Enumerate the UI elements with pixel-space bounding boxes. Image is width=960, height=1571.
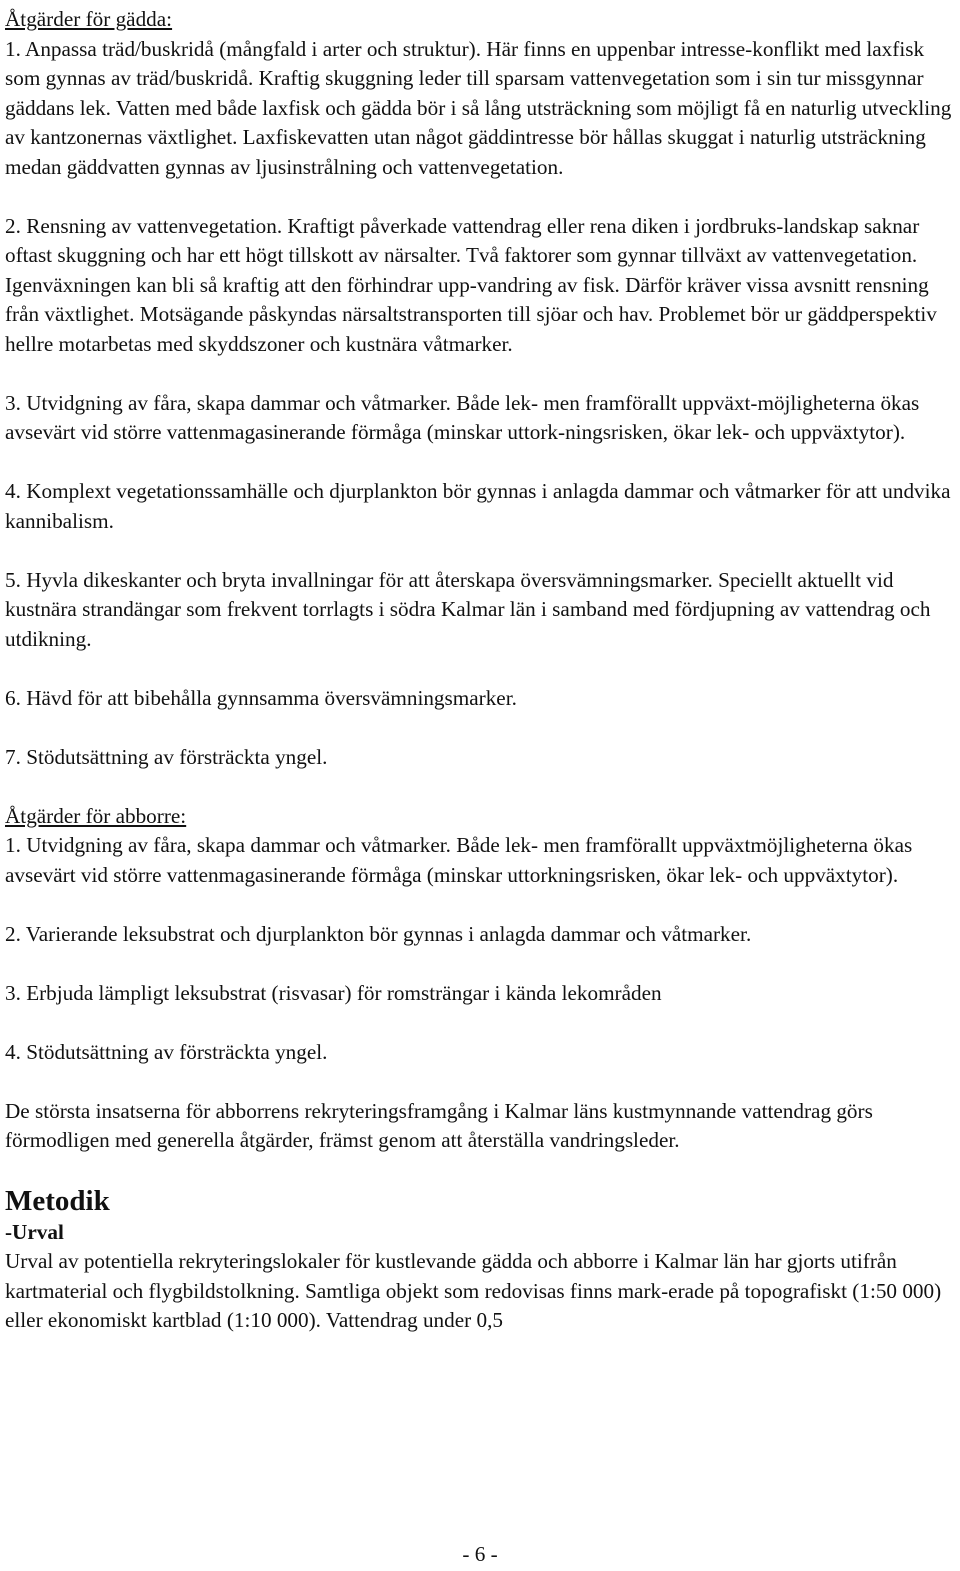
pike-item-7: 7. Stödutsättning av försträckta yngel. — [5, 744, 328, 769]
perch-item-2: 2. Varierande leksubstrat och djurplankton bör gynnas i anlagda dammar och våtmarker. — [5, 921, 752, 946]
pike-item-5: 5. Hyvla dikeskanter och bryta invallningar för att återskapa översvämningsmarker. Speciellt aktuellt vid kustnära strandängar som frekvent torrlagts i södra Kalmar län i samband med fördjupning av vattendrag och utdikning. — [5, 567, 931, 651]
pike-item-3: 3. Utvidgning av fåra, skapa dammar och våtmarker. Både lek- men framförallt uppväxt-möjligheterna ökas avsevärt vid större vattenmagasinerande förmåga (minskar uttork-ningsrisken, ökar lek- och uppväxtytor). — [5, 390, 920, 444]
perch-summary: De största insatserna för abborrens rekryteringsframgång i Kalmar läns kustmynnande vattendrag görs förmodligen med generella åtgärder, främst genom att återställa vandringsleder. — [5, 1098, 873, 1152]
method-heading: Metodik — [5, 1184, 110, 1217]
pike-item-6: 6. Hävd för att bibehålla gynnsamma översvämningsmarker. — [5, 685, 517, 710]
perch-item-4: 4. Stödutsättning av försträckta yngel. — [5, 1039, 328, 1064]
pike-measures-heading: Åtgärder för gädda: — [5, 7, 173, 31]
document-page — [5, 5, 955, 1336]
pike-item-2: 2. Rensning av vattenvegetation. Kraftigt påverkade vattendrag eller rena diken i jordbruks-landskap saknar oftast skuggning och har ett högt tillskott av närsalter. Två faktorer som gynnar tillväxt av vattenvegetation. Igenväxningen kan bli så kraftig att den förhindrar upp-vandring av fisk. Därför kräver vissa avsnitt rensning från växtlighet. Motsägande påskyndas närsaltstransporten till sjöar och hav. Problemet bör ur gäddperspektiv hellre motarbetas med skyddszoner och kustnära våtmarker. — [5, 213, 937, 356]
perch-measures-heading: Åtgärder för abborre: — [5, 803, 187, 828]
method-subheading: -Urval — [5, 1219, 64, 1244]
perch-item-1: 1. Utvidgning av fåra, skapa dammar och våtmarker. Både lek- men framförallt uppväxtmöjligheterna ökas avsevärt vid större vattenmagasinerande förmåga (minskar uttorkningsrisken, ökar lek- och uppväxtytor). — [5, 833, 913, 887]
method-text: Urval av potentiella rekryteringslokaler för kustlevande gädda och abborre i Kalmar län har gjorts utifrån kartmaterial och flygbildstolkning. Samtliga objekt som redovisas finns mark-erade på topografiskt (1:50 000) eller ekonomiskt kartblad (1:10 000). Vattendrag under 0,5 — [5, 1249, 942, 1332]
pike-item-4: 4. Komplext vegetationssamhälle och djurplankton bör gynnas i anlagda dammar och våtmarker för att undvika kannibalism. — [5, 479, 951, 533]
page-number: - 6 - — [462, 1542, 498, 1566]
pike-item-1: 1. Anpassa träd/buskridå (mångfald i arter och struktur). Här finns en uppenbar intresse-konflikt med laxfisk som gynnas av träd/buskridå. Kraftig skuggning leder till sparsam vattenvegetation som i sin tur missgynnar gäddans lek. Vatten med både laxfisk och gädda bör i så lång utsträckning som möjligt få en naturlig utveckling av kantzonernas växtlighet. Laxfiskevatten utan något gäddintresse bör hållas skuggat i naturlig utsträckning medan gäddvatten gynnas av ljusinstrålning och vattenvegetation. — [5, 36, 952, 179]
perch-item-3: 3. Erbjuda lämpligt leksubstrat (risvasar) för romsträngar i kända lekområden — [5, 980, 662, 1005]
